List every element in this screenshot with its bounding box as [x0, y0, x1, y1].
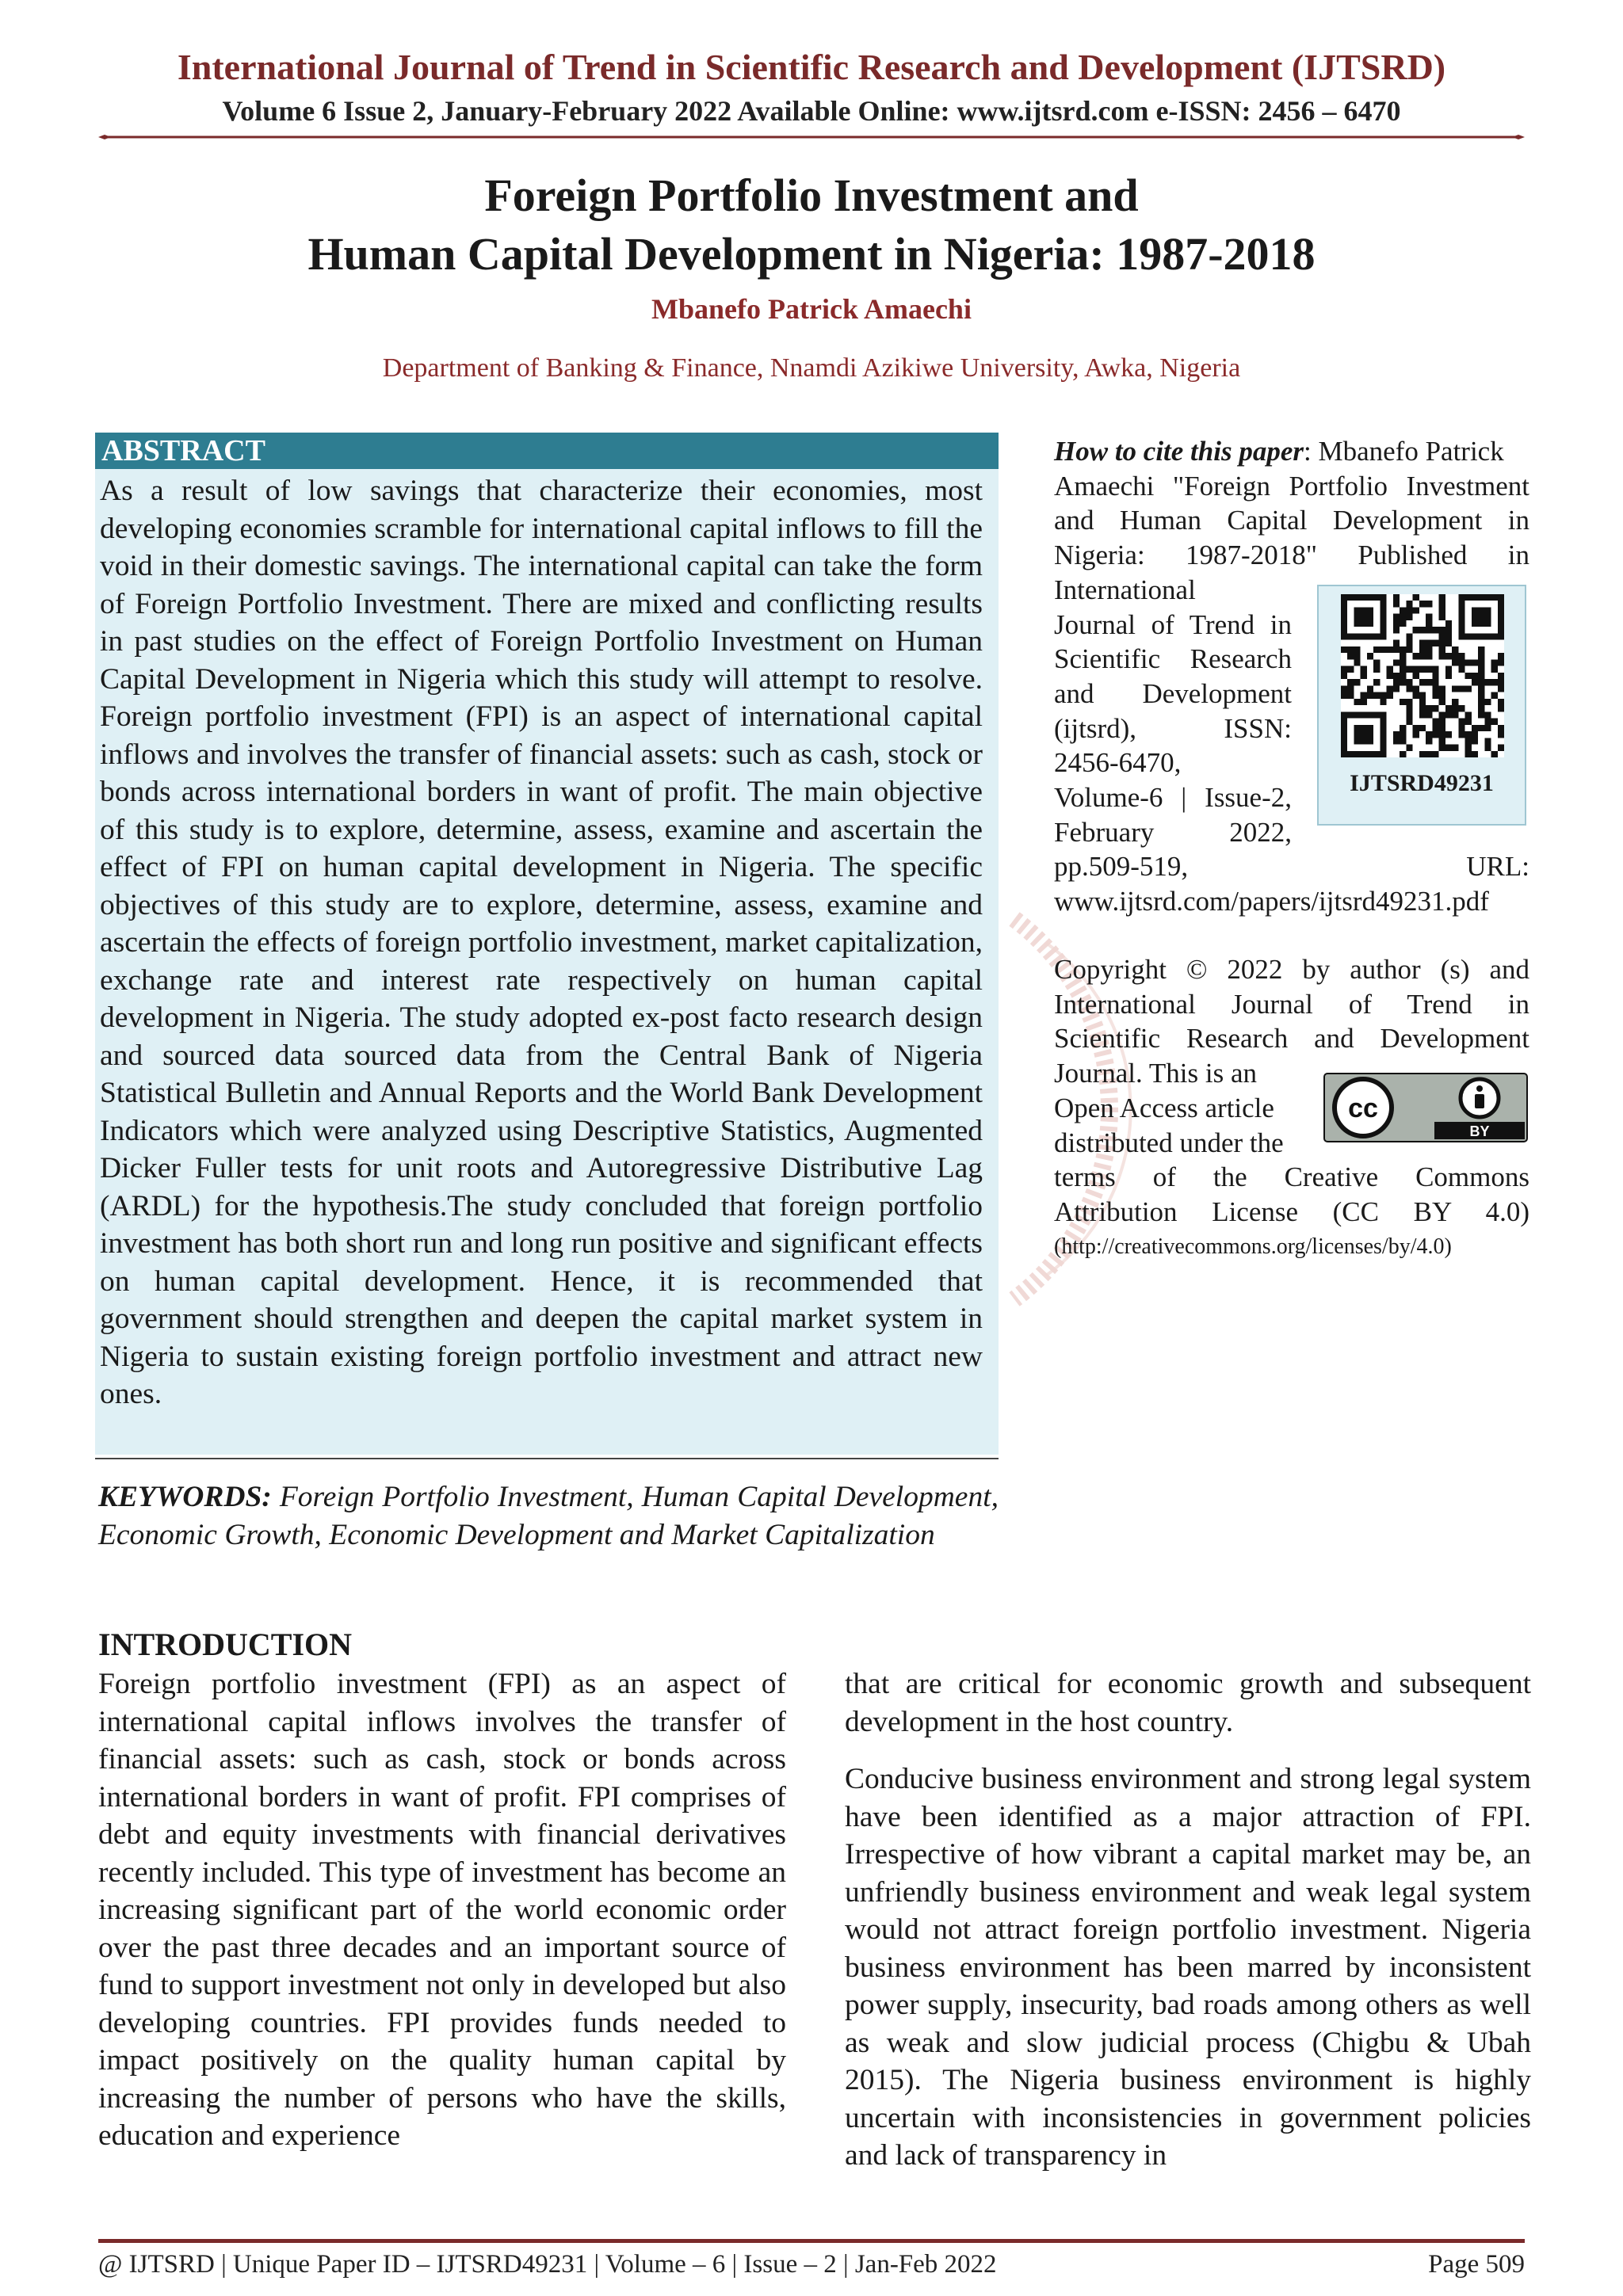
qr-module — [1465, 731, 1472, 738]
qr-module — [1400, 751, 1406, 757]
qr-module — [1367, 692, 1373, 699]
qr-module — [1484, 711, 1491, 718]
qr-module — [1498, 699, 1504, 705]
qr-module — [1341, 685, 1347, 692]
qr-module — [1426, 705, 1432, 711]
qr-module — [1439, 699, 1445, 705]
qr-module — [1465, 738, 1472, 744]
qr-module — [1445, 711, 1452, 718]
qr-module — [1472, 725, 1478, 731]
qr-module — [1465, 751, 1472, 757]
header-rule — [98, 135, 1525, 139]
qr-module — [1432, 692, 1438, 699]
qr-module — [1439, 614, 1445, 620]
qr-module — [1406, 633, 1412, 639]
qr-module — [1426, 679, 1432, 685]
qr-module — [1458, 705, 1465, 711]
qr-module — [1426, 646, 1432, 653]
qr-module — [1380, 692, 1386, 699]
qr-module — [1419, 699, 1426, 705]
copyright-line: terms of the Creative Commons — [1054, 1161, 1529, 1193]
abstract-text: As a result of low savings that characterize their economies, most developing economies scramble for international capital inflows to fill the void in their domestic savings. The international capital can take the form of Foreign Portfolio Investment. There are mixed and conflicting results in past studies on the effect of Foreign Portfolio Investment on Human Capital Development in Nigeria which this study will attempt to resolve. Foreign portfolio investment (FPI) is an aspect of international capital inflows and involves the transfer of financial assets: such as cash, stock or bonds across international borders in want of profit. The main objective of this study is to explore, determine, assess, examine and ascertain the effect of FPI on human capital development in Nigeria. The specific objectives of this study are to explore, determine, assess, examine and ascertain the effects of foreign portfolio investment, market capitalization, exchange rate and interest rate respectively on human capital development in Nigeria. The study adopted ex-post facto research design and sourced data sourced data from the Central Bank of Nigeria Statistical Bulletin and Annual Reports and the World Bank Development Indicators which were analyzed using Descriptive Statistics, Augmented Dicker Fuller tests for unit roots and Autoregressive Distributive Lag (ARDL) for the hypothesis.The study concluded that foreign portfolio investment has both short run and long run positive and significant effects on human capital development. Hence, it is recommended that government should strengthen and deepen the capital market system in Nigeria to sustain existing foreign portfolio investment and attract new ones. — [100, 475, 983, 1410]
qr-module — [1491, 659, 1498, 666]
qr-module — [1439, 738, 1445, 744]
cc-by-license-icon[interactable] — [1323, 1073, 1528, 1142]
qr-module — [1354, 659, 1360, 666]
qr-module — [1445, 705, 1452, 711]
qr-module — [1406, 640, 1412, 646]
qr-module — [1426, 711, 1432, 718]
qr-module — [1491, 666, 1498, 673]
qr-module — [1491, 679, 1498, 685]
qr-module — [1445, 640, 1452, 646]
qr-module — [1478, 725, 1484, 731]
qr-module — [1498, 705, 1504, 711]
paper-title — [0, 166, 1623, 284]
qr-module — [1498, 659, 1504, 666]
qr-module — [1445, 633, 1452, 639]
qr-module — [1406, 745, 1412, 751]
qr-module — [1387, 666, 1393, 673]
qr-module — [1439, 627, 1445, 633]
qr-module — [1445, 745, 1452, 751]
page-number: Page 509 — [1428, 2250, 1525, 2279]
qr-module — [1413, 627, 1419, 633]
qr-module — [1445, 620, 1452, 627]
paper-id-label: IJTSRD49231 — [1350, 770, 1494, 796]
qr-module — [1478, 685, 1484, 692]
qr-module — [1419, 705, 1426, 711]
qr-module — [1478, 711, 1484, 718]
qr-module — [1478, 666, 1484, 673]
keywords-label: KEYWORDS: — [98, 1481, 272, 1513]
qr-module — [1439, 745, 1445, 751]
qr-module — [1452, 705, 1458, 711]
qr-module — [1400, 738, 1406, 744]
qr-module — [1498, 653, 1504, 659]
qr-module — [1413, 731, 1419, 738]
qr-module — [1361, 692, 1367, 699]
keywords — [98, 1478, 999, 1554]
qr-module — [1439, 640, 1445, 646]
qr-module — [1367, 685, 1373, 692]
qr-module — [1478, 673, 1484, 679]
qr-module — [1406, 705, 1412, 711]
qr-module — [1445, 666, 1452, 673]
qr-module — [1373, 659, 1380, 666]
qr-module — [1413, 607, 1419, 613]
qr-module — [1491, 719, 1498, 725]
qr-module — [1426, 653, 1432, 659]
copyright-line: Copyright © 2022 by author (s) and — [1054, 954, 1529, 985]
qr-module — [1452, 659, 1458, 666]
qr-module — [1413, 692, 1419, 699]
qr-module — [1387, 692, 1393, 699]
qr-module — [1400, 607, 1406, 613]
qr-module — [1458, 653, 1465, 659]
qr-module — [1465, 659, 1472, 666]
qr-module — [1478, 705, 1484, 711]
qr-module — [1373, 679, 1380, 685]
introduction-column-2-paragraph-1: that are critical for economic growth and subsequent development in the host country. — [845, 1668, 1531, 1738]
qr-module — [1400, 673, 1406, 679]
qr-module — [1478, 659, 1484, 666]
qr-module — [1458, 666, 1465, 673]
qr-module — [1432, 705, 1438, 711]
qr-module — [1406, 719, 1412, 725]
qr-module — [1419, 627, 1426, 633]
qr-module — [1393, 731, 1400, 738]
qr-module — [1445, 627, 1452, 633]
qr-module — [1426, 731, 1432, 738]
qr-module — [1439, 731, 1445, 738]
qr-module — [1484, 738, 1491, 744]
introduction-heading: INTRODUCTION — [98, 1627, 353, 1662]
qr-module — [1426, 666, 1432, 673]
qr-module — [1387, 685, 1393, 692]
qr-module — [1393, 738, 1400, 744]
qr-module — [1341, 666, 1347, 673]
citation-url[interactable]: www.ijtsrd.com/papers/ijtsrd49231.pdf — [1054, 886, 1489, 917]
qr-module — [1393, 673, 1400, 679]
qr-module — [1491, 692, 1498, 699]
qr-module — [1367, 653, 1373, 659]
qr-module — [1432, 679, 1438, 685]
qr-module — [1419, 653, 1426, 659]
qr-module — [1439, 653, 1445, 659]
qr-module — [1465, 685, 1472, 692]
qr-module — [1347, 679, 1354, 685]
footer-rule — [98, 2239, 1525, 2243]
qr-module — [1400, 679, 1406, 685]
journal-title: International Journal of Trend in Scientific Research and Development (IJTSRD) — [177, 47, 1446, 87]
citation-line: February 2022, — [1054, 816, 1292, 848]
copyright-line: Scientific Research and Development — [1054, 1023, 1529, 1055]
qr-module — [1393, 614, 1400, 620]
qr-module — [1478, 653, 1484, 659]
qr-module — [1484, 745, 1491, 751]
qr-module — [1406, 699, 1412, 705]
qr-module — [1452, 646, 1458, 653]
footer-info: @ IJTSRD | Unique Paper ID – IJTSRD49231 | Volume – 6 | Issue – 2 | Jan-Feb 2022 — [98, 2250, 997, 2279]
citation-line: International — [1054, 574, 1196, 605]
qr-module — [1406, 601, 1412, 607]
qr-module — [1413, 725, 1419, 731]
qr-module — [1426, 620, 1432, 627]
copyright-line: International Journal of Trend in — [1054, 988, 1529, 1020]
qr-module — [1400, 653, 1406, 659]
svg-text:cc: cc — [1348, 1093, 1378, 1123]
qr-module — [1400, 666, 1406, 673]
qr-module — [1419, 692, 1426, 699]
qr-module — [1458, 725, 1465, 731]
paper-title-line-1: Foreign Portfolio Investment and — [484, 170, 1139, 221]
qr-module — [1393, 685, 1400, 692]
qr-module — [1406, 646, 1412, 653]
citation-line: Journal of Trend in — [1054, 608, 1292, 640]
qr-module — [1406, 607, 1412, 613]
qr-module — [1413, 594, 1419, 601]
qr-module — [1419, 679, 1426, 685]
qr-module — [1347, 692, 1354, 699]
qr-module — [1380, 646, 1386, 653]
citation-line: Volume-6 | Issue-2, — [1054, 782, 1292, 814]
qr-module — [1498, 725, 1504, 731]
qr-module — [1419, 601, 1426, 607]
qr-module — [1445, 653, 1452, 659]
qr-module — [1393, 646, 1400, 653]
qr-module — [1478, 646, 1484, 653]
qr-module — [1354, 679, 1360, 685]
qr-module — [1498, 745, 1504, 751]
qr-module — [1458, 719, 1465, 725]
qr-module — [1400, 731, 1406, 738]
journal-issue-line: Volume 6 Issue 2, January-February 2022 Available Online: www.ijtsrd.com e-ISSN: 2456 – 6470 — [222, 95, 1401, 127]
qr-module — [1484, 679, 1491, 685]
copyright-line: Open Access article — [1054, 1092, 1274, 1123]
qr-module — [1347, 666, 1354, 673]
qr-module — [1354, 699, 1360, 705]
qr-module — [1439, 711, 1445, 718]
qr-module — [1458, 731, 1465, 738]
qr-module — [1393, 659, 1400, 666]
keywords-text: Foreign Portfolio Investment, Human Capital Development, Economic Growth, Economic Development and Market Capitalization — [98, 1481, 999, 1551]
introduction-column-1: Foreign portfolio investment (FPI) as an aspect of international capital inflows involves the transfer of financial assets: such as cash, stock or bonds across international borders in want of profit. FPI comprises of debt and equity investments with financial derivatives recently included. This type of investment has become an increasing significant part of the world economic order over the past three decades and an important source of fund to support investment not only in developed but also developing countries. FPI provides funds needed to impact positively on the quality human capital by increasing the number of persons who have the skills, education and experience — [98, 1668, 786, 2152]
qr-module — [1465, 711, 1472, 718]
qr-module — [1387, 673, 1393, 679]
qr-module — [1419, 751, 1426, 757]
qr-module — [1347, 646, 1354, 653]
qr-module — [1347, 685, 1354, 692]
qr-module — [1472, 738, 1478, 744]
qr-module — [1419, 725, 1426, 731]
qr-module — [1406, 711, 1412, 718]
qr-module — [1426, 640, 1432, 646]
citation-line: (ijtsrd), ISSN: — [1054, 712, 1292, 744]
citation-line: pp.509-519, URL: — [1054, 851, 1529, 883]
qr-module — [1419, 666, 1426, 673]
qr-module — [1419, 646, 1426, 653]
qr-module — [1426, 601, 1432, 607]
qr-module — [1439, 601, 1445, 607]
qr-module — [1393, 679, 1400, 685]
qr-module — [1439, 607, 1445, 613]
qr-module — [1452, 745, 1458, 751]
qr-module — [1406, 685, 1412, 692]
citation-line: and Development — [1054, 677, 1292, 709]
introduction-column-2-paragraph-2: Conducive business environment and strong legal system have been identified as a major attraction of FPI. Irrespective of how vibrant a capital market may be, an unfriendly business environment and weak legal system would not attract foreign portfolio investment. Nigeria business environment has been marred by inconsistent power supply, insecurity, bad roads among others as well as weak and slow judicial process (Chigbu & Ubah 2015). The Nigeria business environment is highly uncertain with inconsistencies in government policies and lack of transparency in — [845, 1763, 1531, 2172]
qr-module — [1458, 685, 1465, 692]
qr-module — [1465, 673, 1472, 679]
qr-module — [1465, 745, 1472, 751]
qr-module — [1498, 731, 1504, 738]
qr-module — [1432, 640, 1438, 646]
qr-module — [1400, 614, 1406, 620]
citation-line: 2456-6470, — [1054, 747, 1182, 779]
citation-lead: How to cite this paper — [1054, 436, 1304, 467]
qr-module — [1498, 685, 1504, 692]
qr-module — [1361, 666, 1367, 673]
qr-module — [1373, 692, 1380, 699]
copyright-line: distributed under the — [1054, 1127, 1284, 1158]
qr-module — [1432, 751, 1438, 757]
qr-module — [1452, 685, 1458, 692]
qr-module — [1432, 685, 1438, 692]
qr-module — [1478, 679, 1484, 685]
qr-module — [1452, 699, 1458, 705]
qr-module — [1452, 711, 1458, 718]
qr-module — [1432, 673, 1438, 679]
qr-module — [1341, 646, 1347, 653]
author-name: Mbanefo Patrick Amaechi — [651, 293, 972, 325]
qr-module — [1413, 666, 1419, 673]
qr-module — [1472, 673, 1478, 679]
citation-line: Scientific Research — [1054, 643, 1292, 675]
qr-module — [1472, 659, 1478, 666]
qr-module — [1400, 725, 1406, 731]
qr-module — [1498, 673, 1504, 679]
qr-module — [1413, 653, 1419, 659]
qr-module — [1465, 719, 1472, 725]
qr-module — [1393, 620, 1400, 627]
qr-module — [1406, 679, 1412, 685]
qr-module — [1472, 751, 1478, 757]
qr-module — [1361, 699, 1367, 705]
qr-module — [1439, 719, 1445, 725]
qr-module — [1439, 646, 1445, 653]
qr-module — [1484, 719, 1491, 725]
qr-module — [1426, 738, 1432, 744]
copyright-line: Attribution License (CC BY 4.0) — [1054, 1196, 1529, 1227]
citation-line: How to cite this paper: Mbanefo Patrick — [1054, 436, 1504, 467]
copyright-line: Journal. This is an — [1054, 1058, 1258, 1089]
qr-module — [1387, 646, 1393, 653]
qr-module — [1445, 673, 1452, 679]
qr-module — [1439, 692, 1445, 699]
qr-module — [1472, 731, 1478, 738]
qr-module — [1426, 627, 1432, 633]
cc-badge-label: BY — [1469, 1123, 1490, 1139]
qr-module — [1478, 699, 1484, 705]
qr-module — [1432, 627, 1438, 633]
qr-module — [1432, 666, 1438, 673]
qr-module — [1354, 646, 1360, 653]
qr-module — [1498, 679, 1504, 685]
abstract-divider — [95, 1458, 999, 1459]
qr-module — [1439, 633, 1445, 639]
qr-module — [1400, 659, 1406, 666]
qr-module — [1380, 699, 1386, 705]
qr-module — [1400, 699, 1406, 705]
qr-module — [1341, 673, 1347, 679]
qr-module — [1413, 673, 1419, 679]
qr-module — [1472, 679, 1478, 685]
qr-module — [1452, 653, 1458, 659]
qr-module — [1439, 725, 1445, 731]
qr-module — [1484, 699, 1491, 705]
qr-code[interactable] — [1341, 594, 1504, 757]
qr-module — [1419, 640, 1426, 646]
qr-module — [1341, 692, 1347, 699]
citation-line: Amaechi "Foreign Portfolio Investment — [1054, 470, 1529, 502]
qr-module — [1400, 646, 1406, 653]
qr-module — [1361, 673, 1367, 679]
citation-line: and Human Capital Development in — [1054, 505, 1529, 536]
qr-module — [1432, 725, 1438, 731]
qr-module — [1393, 627, 1400, 633]
qr-module — [1491, 751, 1498, 757]
license-url[interactable]: (http://creativecommons.org/licenses/by/4.0) — [1054, 1234, 1452, 1259]
qr-module — [1413, 685, 1419, 692]
qr-module — [1419, 711, 1426, 718]
qr-module — [1439, 685, 1445, 692]
qr-module — [1458, 659, 1465, 666]
qr-module — [1484, 725, 1491, 731]
citation-line: Nigeria: 1987-2018" Published in — [1054, 540, 1529, 571]
qr-module — [1373, 646, 1380, 653]
author-affiliation: Department of Banking & Finance, Nnamdi Azikiwe University, Awka, Nigeria — [382, 353, 1241, 383]
qr-module — [1478, 692, 1484, 699]
abstract-heading: ABSTRACT — [95, 433, 999, 469]
qr-module — [1393, 601, 1400, 607]
qr-module — [1400, 620, 1406, 627]
qr-module — [1432, 719, 1438, 725]
qr-module — [1432, 731, 1438, 738]
qr-module — [1393, 594, 1400, 601]
qr-module — [1373, 666, 1380, 673]
qr-module — [1406, 666, 1412, 673]
qr-module — [1426, 751, 1432, 757]
qr-module — [1426, 614, 1432, 620]
qr-module — [1406, 614, 1412, 620]
qr-module — [1445, 731, 1452, 738]
qr-module — [1439, 594, 1445, 601]
paper-title-line-2: Human Capital Development in Nigeria: 1987-2018 — [307, 228, 1316, 280]
qr-module — [1354, 653, 1360, 659]
qr-module — [1393, 640, 1400, 646]
qr-module — [1347, 653, 1354, 659]
